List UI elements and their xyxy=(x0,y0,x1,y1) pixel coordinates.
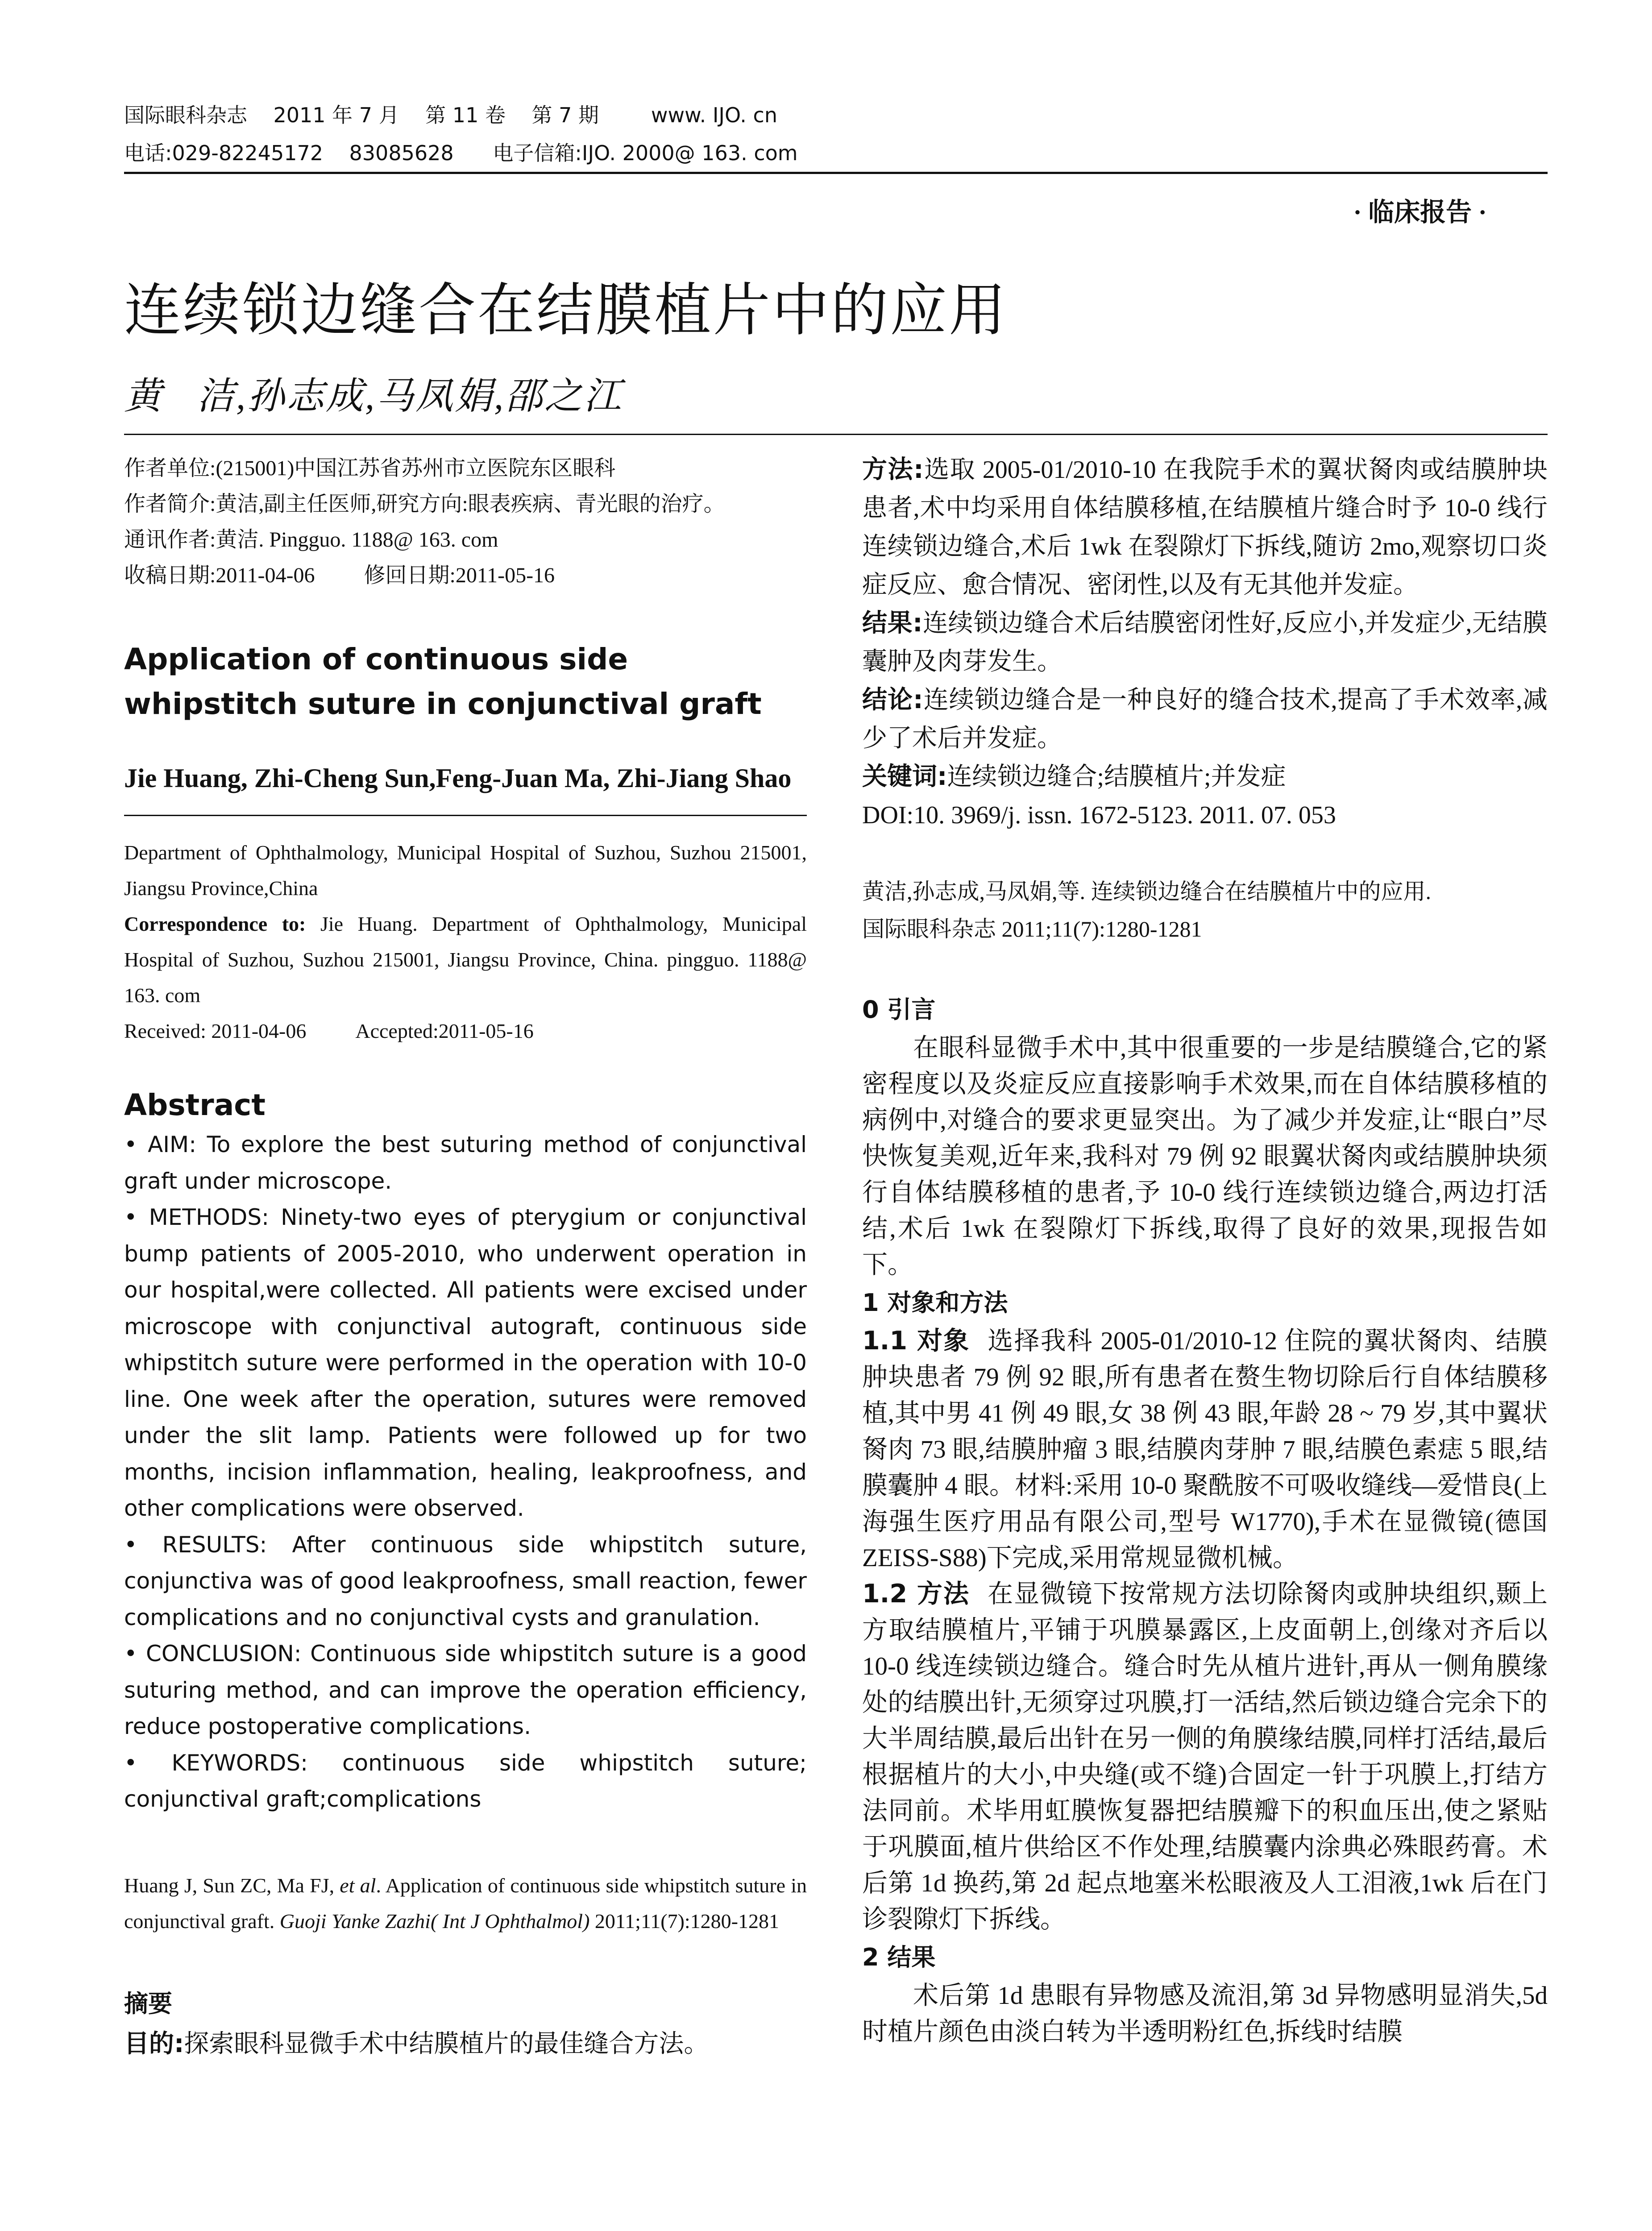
method-label: 1.2 方法 xyxy=(862,1579,970,1609)
intro-paragraph: 在眼科显微手术中,其中很重要的一步是结膜缝合,它的紧密程度以及炎症反应直接影响手术效果,而在自体结膜移植的病例中,对缝合的要求更显突出。为了减少并发症,让“眼白”尽快恢复美观,近年来,我科对 79 例 92 眼翼状胬肉或结膜肿块须行自体结膜移植的患者,予 10-0 线行连续锁边缝合,两边打活结,术后 1wk 在裂隙灯下拆线,取得了良好的效果,现报告如下。 xyxy=(862,1034,1548,1279)
results-label: 结果: xyxy=(862,609,923,638)
abstract-aim: • AIM: To explore the best suturing method of conjunctival graft under microscope. xyxy=(124,1132,807,1194)
chinese-citation-line2: 国际眼科杂志 2011;11(7):1280-1281 xyxy=(862,916,1202,941)
correspondence-label: Correspondence to: xyxy=(124,912,306,935)
zh-keywords xyxy=(862,758,1548,796)
citation-journal: Guoji Yanke Zazhi( Int J Ophthalmol) xyxy=(279,1909,590,1932)
header-rule xyxy=(124,172,1548,174)
english-title: Application of continuous side whipstitch suture in conjunctival graft xyxy=(124,642,762,721)
subjects-label: 1.1 对象 xyxy=(862,1326,970,1356)
correspondence-en xyxy=(124,906,807,1013)
authors-chinese: 黄 洁,孙志成,马凤娟,邵之江 xyxy=(124,376,623,417)
conclusion-label: 结论: xyxy=(862,685,923,714)
chinese-citation xyxy=(862,873,1548,948)
author-meta xyxy=(124,451,807,593)
methods-heading: 1 对象和方法 xyxy=(862,1289,1008,1317)
citation-etal: et al xyxy=(340,1874,376,1897)
right-column xyxy=(862,451,1548,2050)
citation-text: . Application of continuous side whipstitch suture in conjunctival graft. xyxy=(124,1874,807,1932)
english-authors: Jie Huang, Zhi-Cheng Sun,Feng-Juan Ma, Zhi-Jiang Shao xyxy=(124,763,792,793)
journal-header-line1: 国际眼科杂志 2011 年 7 月 第 11 卷 第 7 期 www. IJO. cn xyxy=(124,103,777,127)
english-citation xyxy=(124,1868,807,1939)
department: Department of Ophthalmology, Municipal Hospital of Suzhou, Suzhou 215001, Jiangsu Province,China xyxy=(124,841,807,900)
abstract-results: • RESULTS: After continuous side whipstitch suture, conjunctiva was of good leakproofness, small reaction, fewer complications and no conjunctival cysts and granulation. xyxy=(124,1531,807,1630)
left-column xyxy=(124,451,807,2064)
abstract-keywords: • KEYWORDS: continuous side whipstitch suture; conjunctival graft;complications xyxy=(124,1750,807,1812)
methods-label: 方法: xyxy=(862,455,924,484)
zh-results xyxy=(862,604,1548,681)
results-text: 连续锁边缝合术后结膜密闭性好,反应小,并发症少,无结膜囊肿及肉芽发生。 xyxy=(862,610,1548,676)
citation-pages: 2011;11(7):1280-1281 xyxy=(589,1909,779,1932)
results-heading: 2 结果 xyxy=(862,1943,936,1971)
author-bio: 作者简介:黄洁,副主任医师,研究方向:眼表疾病、青光眼的治疗。 xyxy=(124,492,725,516)
article-body xyxy=(862,990,1548,2050)
abstract-methods: • METHODS: Ninety-two eyes of pterygium or conjunctival bump patients of 2005-2010, who underwent operation in our hospital,were collected. All patients were excised under microscope with conjunctival autograft, continuous side whipstitch suture were performed in the operation with 10-0 line. One week after the operation, sutures were removed under the slit lamp. Patients were followed up for two months, incision inflammation, healing, leakproofness, and other complications were observed. xyxy=(124,1204,807,1521)
abstract-body xyxy=(124,1127,807,1818)
chinese-abstract-aim xyxy=(124,2024,807,2064)
received-date-en: Received: 2011-04-06 xyxy=(124,1020,307,1042)
title-rule xyxy=(124,434,1548,435)
affiliation xyxy=(124,835,807,1049)
aim-text: 探索眼科显微手术中结膜植片的最佳缝合方法。 xyxy=(184,2030,709,2058)
method-paragraph xyxy=(862,1576,1548,1937)
dates-en xyxy=(124,1013,807,1049)
results-paragraph: 术后第 1d 患眼有异物感及流泪,第 3d 异物感明显消失,5d 时植片颜色由淡白转为半透明粉红色,拆线时结膜 xyxy=(862,1982,1548,2046)
chinese-abstract-heading: 摘要 xyxy=(124,1989,172,2018)
zh-conclusion xyxy=(862,681,1548,758)
revised-date-cn: 修回日期:2011-05-16 xyxy=(364,564,555,587)
zh-methods xyxy=(862,451,1548,604)
conclusion-text: 连续锁边缝合是一种良好的缝合技术,提高了手术效率,减少了术后并发症。 xyxy=(862,686,1548,752)
chinese-citation-line1: 黄洁,孙志成,马凤娟,等. 连续锁边缝合在结膜植片中的应用. xyxy=(862,879,1431,904)
affiliation-rule xyxy=(124,815,807,816)
keywords-label: 关键词: xyxy=(862,762,947,791)
accepted-date-en: Accepted:2011-05-16 xyxy=(355,1020,534,1042)
citation-authors: Huang J, Sun ZC, Ma FJ, xyxy=(124,1874,340,1897)
methods-text: 选取 2005-01/2010-10 在我院手术的翼状胬肉或结膜肿块患者,术中均采用自体结膜移植,在结膜植片缝合时予 10-0 线行连续锁边缝合,术后 1wk 在裂隙灯下拆线,随访 2mo,观察切口炎症反应、愈合情况、密闭性,以及有无其他并发症。 xyxy=(862,456,1548,599)
chinese-abstract-continued xyxy=(862,451,1548,834)
received-date-cn: 收稿日期:2011-04-06 xyxy=(124,564,315,587)
abstract-heading: Abstract xyxy=(124,1088,266,1122)
author-unit: 作者单位:(215001)中国江苏省苏州市立医院东区眼科 xyxy=(124,456,616,480)
doi: DOI:10. 3969/j. issn. 1672-5123. 2011. 07. 053 xyxy=(862,801,1336,829)
intro-heading: 0 引言 xyxy=(862,995,936,1024)
dates-cn xyxy=(124,558,807,593)
article-title: 连续锁边缝合在结膜植片中的应用 xyxy=(124,277,1008,344)
subjects-paragraph xyxy=(862,1323,1548,1576)
aim-label: 目的: xyxy=(124,2029,184,2058)
correspondence-text: Jie Huang. Department of Ophthalmology, Municipal Hospital of Suzhou, Suzhou 215001, Jiangsu Province, China. pingguo. 1188@ 163. com xyxy=(124,912,807,1007)
section-label: · 临床报告 · xyxy=(1353,198,1487,227)
journal-header-line2: 电话:029-82245172 83085628 电子信箱:IJO. 2000@ 163. com xyxy=(124,141,798,165)
subjects-text: 选择我科 2005-01/2010-12 住院的翼状胬肉、结膜肿块患者 79 例 92 眼,所有患者在赘生物切除后行自体结膜移植,其中男 41 例 49 眼,女 38 例 43 眼,年龄 28 ~ 79 岁,其中翼状胬肉 73 眼,结膜肿瘤 3 眼,结膜肉芽肿 7 眼,结膜色素痣 5 眼,结膜囊肿 4 眼。材料:采用 10-0 聚酰胺不可吸收缝线—爱惜良(上海强生医疗用品有限公司,型号 W1770),手术在显微镜(德国 ZEISS-S88)下完成,采用常规显微机械。 xyxy=(862,1327,1548,1572)
correspondence-cn: 通讯作者:黄洁. Pingguo. 1188@ 163. com xyxy=(124,528,498,552)
abstract-conclusion: • CONCLUSION: Continuous side whipstitch suture is a good suturing method, and can improve the operation efficiency, reduce postoperative complications. xyxy=(124,1641,807,1739)
method-text: 在显微镜下按常规方法切除胬肉或肿块组织,颞上方取结膜植片,平铺于巩膜暴露区,上皮面朝上,创缘对齐后以 10-0 线连续锁边缝合。缝合时先从植片进针,再从一侧角膜缘处的结膜出针,无须穿过巩膜,打一活结,然后锁边缝合完余下的大半周结膜,最后出针在另一侧的角膜缘结膜,同样打活结,最后根据植片的大小,中央缝(或不缝)合固定一针于巩膜上,打结方法同前。术毕用虹膜恢复器把结膜瓣下的积血压出,使之紧贴于巩膜面,植片供给区不作处理,结膜囊内涂典必殊眼药膏。术后第 1d 换药,第 2d 起点地塞米松眼液及人工泪液,1wk 后在门诊裂隙灯下拆线。 xyxy=(862,1580,1548,1933)
keywords-text: 连续锁边缝合;结膜植片;并发症 xyxy=(947,763,1286,791)
